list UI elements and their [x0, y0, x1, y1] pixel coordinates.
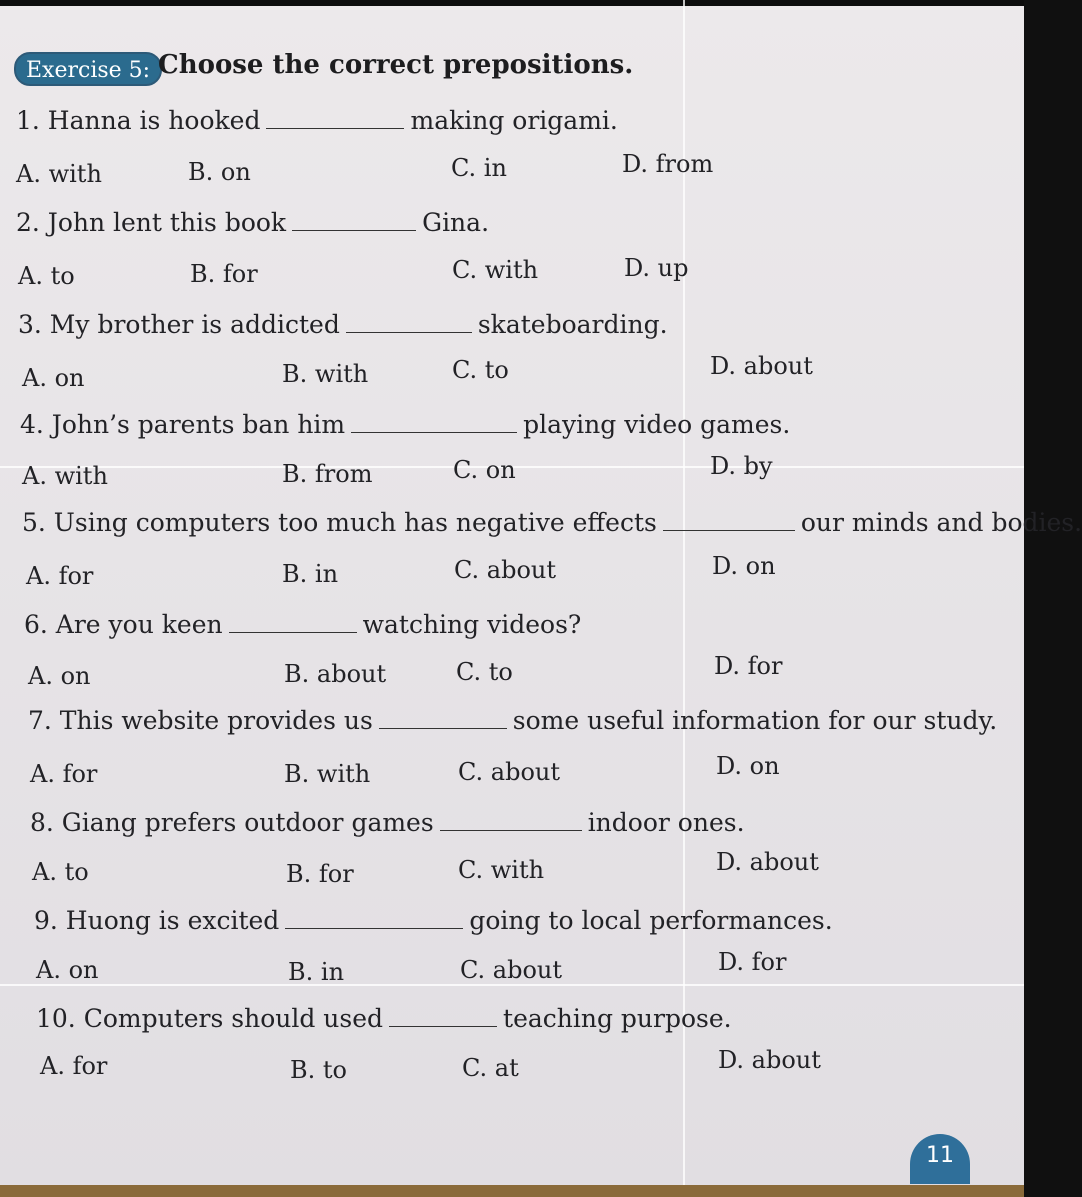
question-1: [16, 106, 618, 135]
option-a[interactable]: A. on: [22, 364, 85, 392]
option-a[interactable]: A. to: [32, 858, 89, 886]
option-c[interactable]: C. at: [462, 1054, 519, 1082]
question-text-continued: playing video games.: [523, 410, 791, 439]
option-b[interactable]: B. about: [284, 660, 387, 688]
question-4: [20, 410, 790, 439]
question-text-continued: going to local performances.: [469, 906, 833, 935]
question-text-continued: watching videos?: [362, 610, 582, 639]
question-5: [22, 508, 1082, 537]
option-d[interactable]: D. about: [710, 352, 813, 380]
question-text: 3. My brother is addicted: [18, 310, 340, 339]
option-d[interactable]: D. by: [710, 452, 773, 480]
answer-blank[interactable]: [379, 708, 507, 729]
option-c[interactable]: C. about: [454, 556, 556, 584]
option-c[interactable]: C. with: [458, 856, 545, 884]
question-text-continued: teaching purpose.: [503, 1004, 732, 1033]
option-b[interactable]: B. for: [190, 260, 258, 288]
option-b[interactable]: B. for: [286, 860, 354, 888]
option-d[interactable]: D. for: [714, 652, 783, 680]
fold-crease-horizontal: [0, 984, 1024, 986]
question-text: 4. John’s parents ban him: [20, 410, 346, 439]
question-3: [18, 310, 668, 339]
option-b[interactable]: B. from: [282, 460, 373, 488]
question-text-continued: indoor ones.: [587, 808, 745, 837]
question-text-continued: Gina.: [422, 208, 490, 237]
answer-blank[interactable]: [285, 908, 463, 929]
option-a[interactable]: A. for: [40, 1052, 108, 1080]
answer-blank[interactable]: [229, 612, 357, 633]
photo-bottom-edge: [0, 1185, 1024, 1197]
option-a[interactable]: A. with: [16, 160, 102, 188]
option-c[interactable]: C. in: [451, 154, 507, 182]
photo-top-edge: [0, 0, 1024, 6]
question-text: 2. John lent this book: [16, 208, 287, 237]
question-text-continued: our minds and bodies.: [800, 508, 1082, 537]
option-a[interactable]: A. for: [30, 760, 98, 788]
question-9: [34, 906, 833, 935]
answer-blank[interactable]: [440, 810, 582, 831]
question-text: 8. Giang prefers outdoor games: [30, 808, 434, 837]
option-b[interactable]: B. with: [284, 760, 371, 788]
option-d[interactable]: D. from: [622, 150, 714, 178]
option-d[interactable]: D. on: [712, 552, 776, 580]
question-2: [16, 208, 489, 237]
option-c[interactable]: C. about: [460, 956, 562, 984]
option-a[interactable]: A. for: [26, 562, 94, 590]
option-a[interactable]: A. to: [18, 262, 75, 290]
option-b[interactable]: B. on: [188, 158, 251, 186]
option-c[interactable]: C. with: [452, 256, 539, 284]
option-d[interactable]: D. up: [624, 254, 689, 282]
option-b[interactable]: B. in: [282, 560, 339, 588]
option-a[interactable]: A. on: [28, 662, 91, 690]
question-6: [24, 610, 581, 639]
exercise-badge: Exercise 5:: [14, 52, 162, 86]
page-number-tab: 11: [910, 1134, 970, 1184]
option-d[interactable]: D. about: [718, 1046, 821, 1074]
option-b[interactable]: B. with: [282, 360, 369, 388]
option-a[interactable]: A. on: [36, 956, 99, 984]
question-text: 9. Huong is excited: [34, 906, 280, 935]
question-text: 7. This website provides us: [28, 706, 373, 735]
option-c[interactable]: C. about: [458, 758, 560, 786]
exercise-instruction: Choose the correct prepositions.: [158, 50, 634, 80]
question-10: [36, 1004, 732, 1033]
answer-blank[interactable]: [351, 412, 517, 433]
option-d[interactable]: D. about: [716, 848, 819, 876]
answer-blank[interactable]: [663, 510, 795, 531]
option-b[interactable]: B. in: [288, 958, 345, 986]
answer-blank[interactable]: [389, 1006, 497, 1027]
question-text-continued: skateboarding.: [477, 310, 668, 339]
option-a[interactable]: A. with: [22, 462, 108, 490]
option-d[interactable]: D. for: [718, 948, 787, 976]
option-b[interactable]: B. to: [290, 1056, 347, 1084]
answer-blank[interactable]: [292, 210, 416, 231]
question-7: [28, 706, 997, 735]
option-c[interactable]: C. to: [452, 356, 509, 384]
question-8: [30, 808, 745, 837]
answer-blank[interactable]: [346, 312, 472, 333]
question-text: 5. Using computers too much has negative effects: [22, 508, 657, 537]
question-text-continued: making origami.: [410, 106, 618, 135]
option-d[interactable]: D. on: [716, 752, 780, 780]
question-text-continued: some useful information for our study.: [512, 706, 998, 735]
question-text: 1. Hanna is hooked: [16, 106, 261, 135]
option-c[interactable]: C. to: [456, 658, 513, 686]
option-c[interactable]: C. on: [453, 456, 516, 484]
question-text: 6. Are you keen: [24, 610, 223, 639]
answer-blank[interactable]: [266, 108, 404, 129]
question-text: 10. Computers should used: [36, 1004, 384, 1033]
